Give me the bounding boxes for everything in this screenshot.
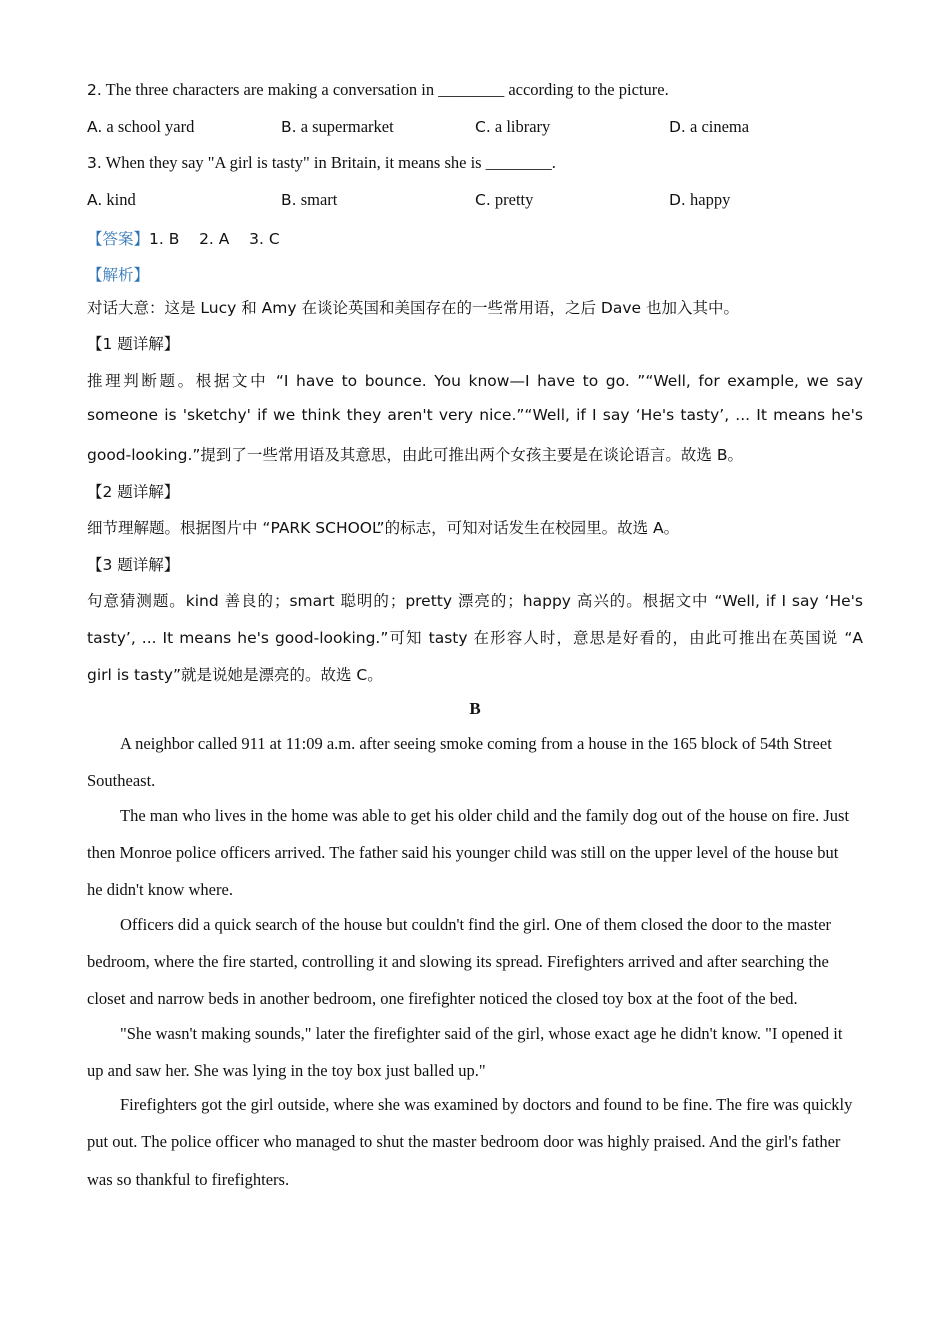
- passage-line: closet and narrow beds in another bedroom, one firefighter noticed the closed toy box at the foot of the bed.: [87, 989, 798, 1008]
- question-text: When they say "A girl is tasty" in Britain, it means she is ________.: [105, 153, 556, 172]
- passage-line: A neighbor called 911 at 11:09 a.m. after seeing smoke coming from a house in the 165 block of 54th Street: [120, 734, 832, 753]
- q2-detail-text: 细节理解题。根据图片中 “PARK SCHOOL”的标志，可知对话发生在校园里。故选 A。: [87, 519, 680, 537]
- q3-detail-line: [87, 626, 863, 648]
- option-text: a school yard: [106, 117, 195, 136]
- option-letter: A.: [87, 191, 103, 209]
- option-letter: C.: [475, 118, 491, 136]
- option-text: smart: [300, 190, 338, 209]
- option-b: [281, 190, 337, 210]
- q1-detail-text: someone is 'sketchy' if we think they aren't very nice.”“Well, if I say ‘He's tasty’, ... It means he's: [87, 406, 863, 424]
- option-a: [87, 117, 194, 137]
- option-text: pretty: [494, 190, 534, 209]
- q3-detail-text: 句意猜测题。kind 善良的；smart 聪明的；pretty 漂亮的；happy 高兴的。根据文中 “Well, if I say ‘He's: [87, 592, 863, 610]
- option-text: happy: [690, 190, 731, 209]
- option-letter: D.: [669, 118, 686, 136]
- analysis-summary: 对话大意：这是 Lucy 和 Amy 在谈论英国和美国存在的一些常用语，之后 Dave 也加入其中。: [87, 299, 739, 317]
- q1-detail-line: [87, 406, 863, 424]
- option-text: a library: [494, 117, 551, 136]
- question-3: [87, 153, 556, 173]
- q3-detail-line: [87, 589, 863, 611]
- option-letter: B.: [281, 191, 297, 209]
- passage-line: then Monroe police officers arrived. The father said his younger child was still on the upper level of the house but: [87, 843, 839, 862]
- option-c: [475, 190, 533, 210]
- q1-detail-label: 【1 题详解】: [87, 335, 180, 353]
- passage-line: put out. The police officer who managed to shut the master bedroom door was highly praised. And the girl's father: [87, 1132, 841, 1151]
- q3-detail-text: tasty’, ... It means he's good-looking.”可知 tasty 在形容人时，意思是好看的，由此可推出在英国说 “A: [87, 629, 863, 647]
- question-2: [87, 80, 669, 100]
- option-a: [87, 190, 136, 210]
- q2-detail-label: 【2 题详解】: [87, 483, 180, 501]
- passage-line: bedroom, where the fire started, controlling it and slowing its spread. Firefighters arrived and after searching the: [87, 952, 829, 971]
- analysis-label: 【解析】: [87, 266, 150, 284]
- question-text: The three characters are making a conversation in ________ according to the picture.: [105, 80, 669, 99]
- option-letter: A.: [87, 118, 103, 136]
- option-letter: D.: [669, 191, 686, 209]
- answer-line: [87, 227, 280, 249]
- passage-line: was so thankful to firefighters.: [87, 1170, 290, 1189]
- option-c: [475, 117, 550, 137]
- option-d: [669, 190, 730, 210]
- passage-line: Firefighters got the girl outside, where she was examined by doctors and found to be fine. The fire was quickly: [120, 1095, 853, 1114]
- option-letter: B.: [281, 118, 297, 136]
- answer-label: 【答案】: [87, 230, 150, 248]
- q3-detail-line: girl is tasty”就是说她是漂亮的。故选 C。: [87, 666, 383, 684]
- question-number: 2.: [87, 81, 102, 99]
- passage-line: "She wasn't making sounds," later the firefighter said of the girl, whose exact age he didn't know. "I opened it: [120, 1024, 843, 1043]
- option-b: [281, 117, 394, 137]
- q3-detail-label: 【3 题详解】: [87, 556, 180, 574]
- option-letter: C.: [475, 191, 491, 209]
- option-text: a supermarket: [300, 117, 394, 136]
- option-d: [669, 117, 749, 137]
- q1-detail-line: [87, 369, 863, 391]
- answer-text: 1. B 2. A 3. C: [149, 230, 280, 248]
- question-number: 3.: [87, 154, 102, 172]
- passage-line: The man who lives in the home was able to get his older child and the family dog out of the house on fire. Just: [120, 806, 850, 825]
- passage-heading: B: [469, 699, 481, 718]
- passage-line: Southeast.: [87, 771, 156, 790]
- q1-detail-line: good-looking.”提到了一些常用语及其意思，由此可推出两个女孩主要是在谈论语言。故选 B。: [87, 446, 743, 464]
- q1-detail-text: 推理判断题。根据文中 “I have to bounce. You know—I have to go. ”“Well, for example, we say: [87, 372, 863, 390]
- passage-line: Officers did a quick search of the house but couldn't find the girl. One of them closed the door to the master: [120, 915, 832, 934]
- option-text: kind: [106, 190, 136, 209]
- passage-line: he didn't know where.: [87, 880, 233, 899]
- passage-line: up and saw her. She was lying in the toy box just balled up.": [87, 1061, 486, 1080]
- option-text: a cinema: [690, 117, 750, 136]
